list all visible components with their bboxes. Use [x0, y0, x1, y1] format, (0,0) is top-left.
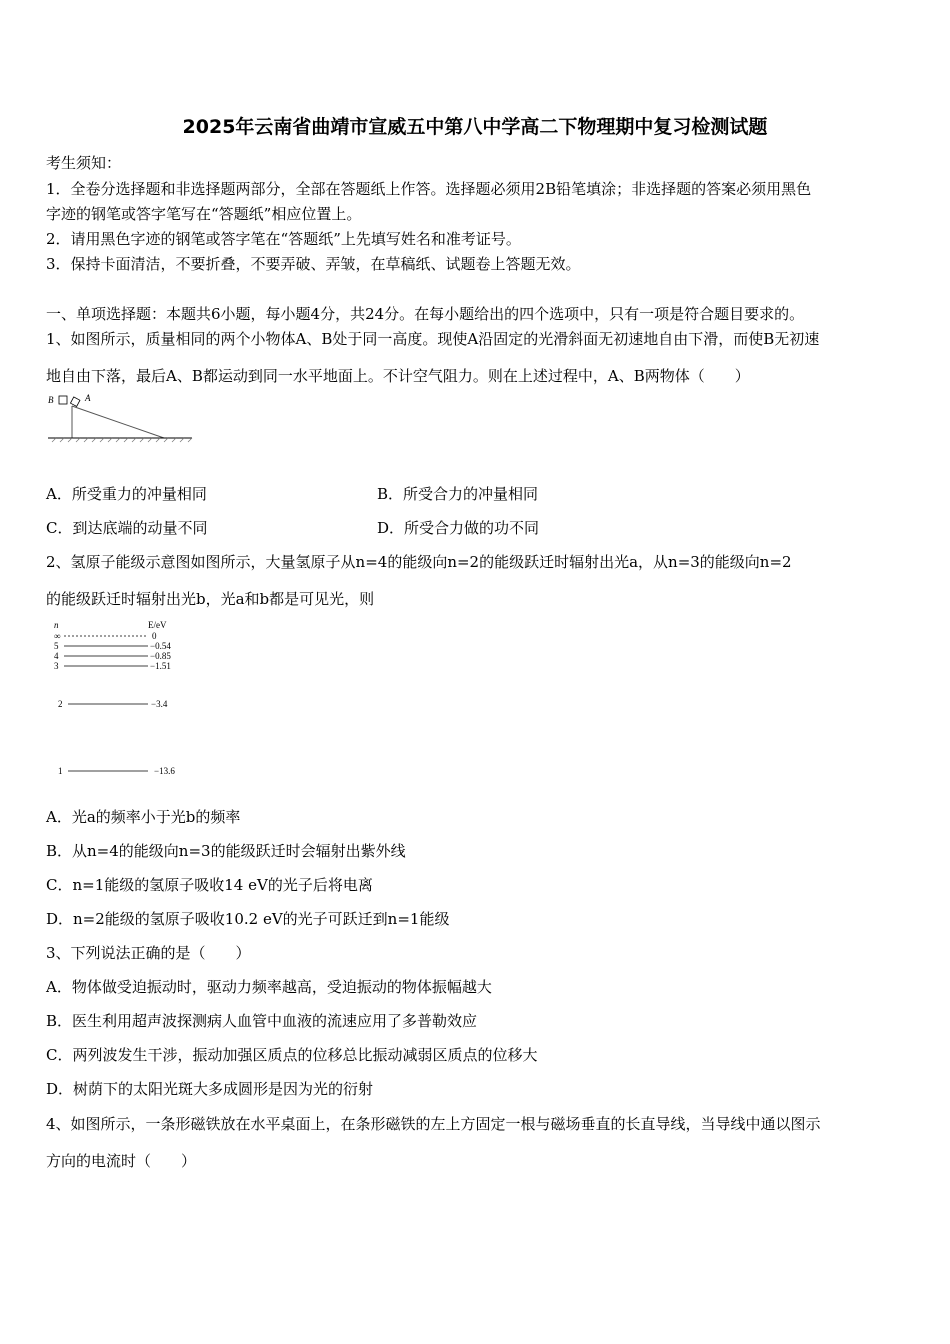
notice-item-2: 2．请用黑色字迹的钢笔或答字笔在“答题纸”上先填写姓名和准考证号。 [46, 230, 521, 248]
level-4-n: 4 [54, 651, 59, 661]
q4-stem-line1: 4、如图所示，一条形磁铁放在水平桌面上，在条形磁铁的左上方固定一根与磁场垂直的长直导线，当导线中通以图示 [46, 1115, 821, 1133]
level-inf-e: 0 [152, 631, 157, 641]
q1-option-a[interactable]: A．所受重力的冲量相同 [46, 485, 207, 503]
q3-option-a[interactable]: A．物体做受迫振动时，驱动力频率越高，受迫振动的物体振幅越大 [46, 978, 492, 996]
notice-item-3: 3．保持卡面清洁，不要折叠，不要弄破、弄皱，在草稿纸、试题卷上答题无效。 [46, 255, 581, 273]
q3-stem: 3、下列说法正确的是（ ） [46, 944, 251, 962]
q2-option-d[interactable]: D．n=2能级的氢原子吸收10.2 eV的光子可跃迁到n=1能级 [46, 910, 450, 928]
block-b [59, 396, 67, 404]
notice-item-1: 1．全卷分选择题和非选择题两部分，全部在答题纸上作答。选择题必须用2B铅笔填涂；非选择题的答案必须用黑色 [46, 180, 812, 198]
q1-option-c[interactable]: C．到达底端的动量不同 [46, 519, 208, 537]
energy-level-diagram [50, 618, 200, 783]
energy-header: E/eV [148, 620, 167, 630]
level-3-n: 3 [54, 661, 59, 671]
level-5-e: −0.54 [150, 641, 171, 651]
q3-option-c[interactable]: C．两列波发生干涉，振动加强区质点的位移总比振动减弱区质点的位移大 [46, 1046, 538, 1064]
level-4-e: −0.85 [150, 651, 171, 661]
q1-option-d[interactable]: D．所受合力做的功不同 [377, 519, 540, 537]
notice-heading: 考生须知： [46, 154, 122, 172]
block-a [70, 397, 79, 406]
level-inf-n: ∞ [54, 631, 61, 641]
q1-stem-line2: 地自由下落，最后A、B都运动到同一水平地面上。不计空气阻力。则在上述过程中，A、B两物体（ ） [46, 367, 750, 385]
n-header: n [54, 620, 59, 630]
q2-option-b[interactable]: B．从n=4的能级向n=3的能级跃迁时会辐射出紫外线 [46, 842, 406, 860]
level-2-e: −3.4 [151, 699, 168, 709]
level-1-n: 1 [58, 766, 63, 776]
incline-slope [72, 406, 164, 438]
ground-hatching [52, 438, 192, 442]
q2-option-c[interactable]: C．n=1能级的氢原子吸收14 eV的光子后将电离 [46, 876, 373, 894]
q1-option-b[interactable]: B．所受合力的冲量相同 [377, 485, 539, 503]
q4-stem-line2: 方向的电流时（ ） [46, 1152, 197, 1170]
q2-option-a[interactable]: A．光a的频率小于光b的频率 [46, 808, 241, 826]
q3-option-d[interactable]: D．树荫下的太阳光斑大多成圆形是因为光的衍射 [46, 1080, 374, 1098]
q2-stem-line2: 的能级跃迁时辐射出光b，光a和b都是可见光，则 [46, 590, 375, 608]
level-3-e: −1.51 [150, 661, 171, 671]
level-5-n: 5 [54, 641, 59, 651]
notice-item-1-cont: 字迹的钢笔或答字笔写在“答题纸”相应位置上。 [46, 205, 362, 223]
level-1-e: −13.6 [154, 766, 175, 776]
label-b: B [48, 395, 54, 405]
section-heading: 一、单项选择题：本题共6小题，每小题4分，共24分。在每小题给出的四个选项中，只有一项是符合题目要求的。 [46, 305, 805, 323]
q3-option-b[interactable]: B．医生利用超声波探测病人血管中血液的流速应用了多普勒效应 [46, 1012, 478, 1030]
level-2-n: 2 [58, 699, 63, 709]
exam-title: 2025年云南省曲靖市宣威五中第八中学高二下物理期中复习检测试题 [182, 116, 768, 138]
label-a: A [85, 393, 91, 403]
incline-figure [44, 392, 196, 444]
q1-stem-line1: 1、如图所示，质量相同的两个小物体A、B处于同一高度。现使A沿固定的光滑斜面无初速地自由下滑，而使B无初速 [46, 330, 820, 348]
q2-stem-line1: 2、氢原子能级示意图如图所示，大量氢原子从n=4的能级向n=2的能级跃迁时辐射出光a，从n=3的能级向n=2 [46, 553, 792, 571]
